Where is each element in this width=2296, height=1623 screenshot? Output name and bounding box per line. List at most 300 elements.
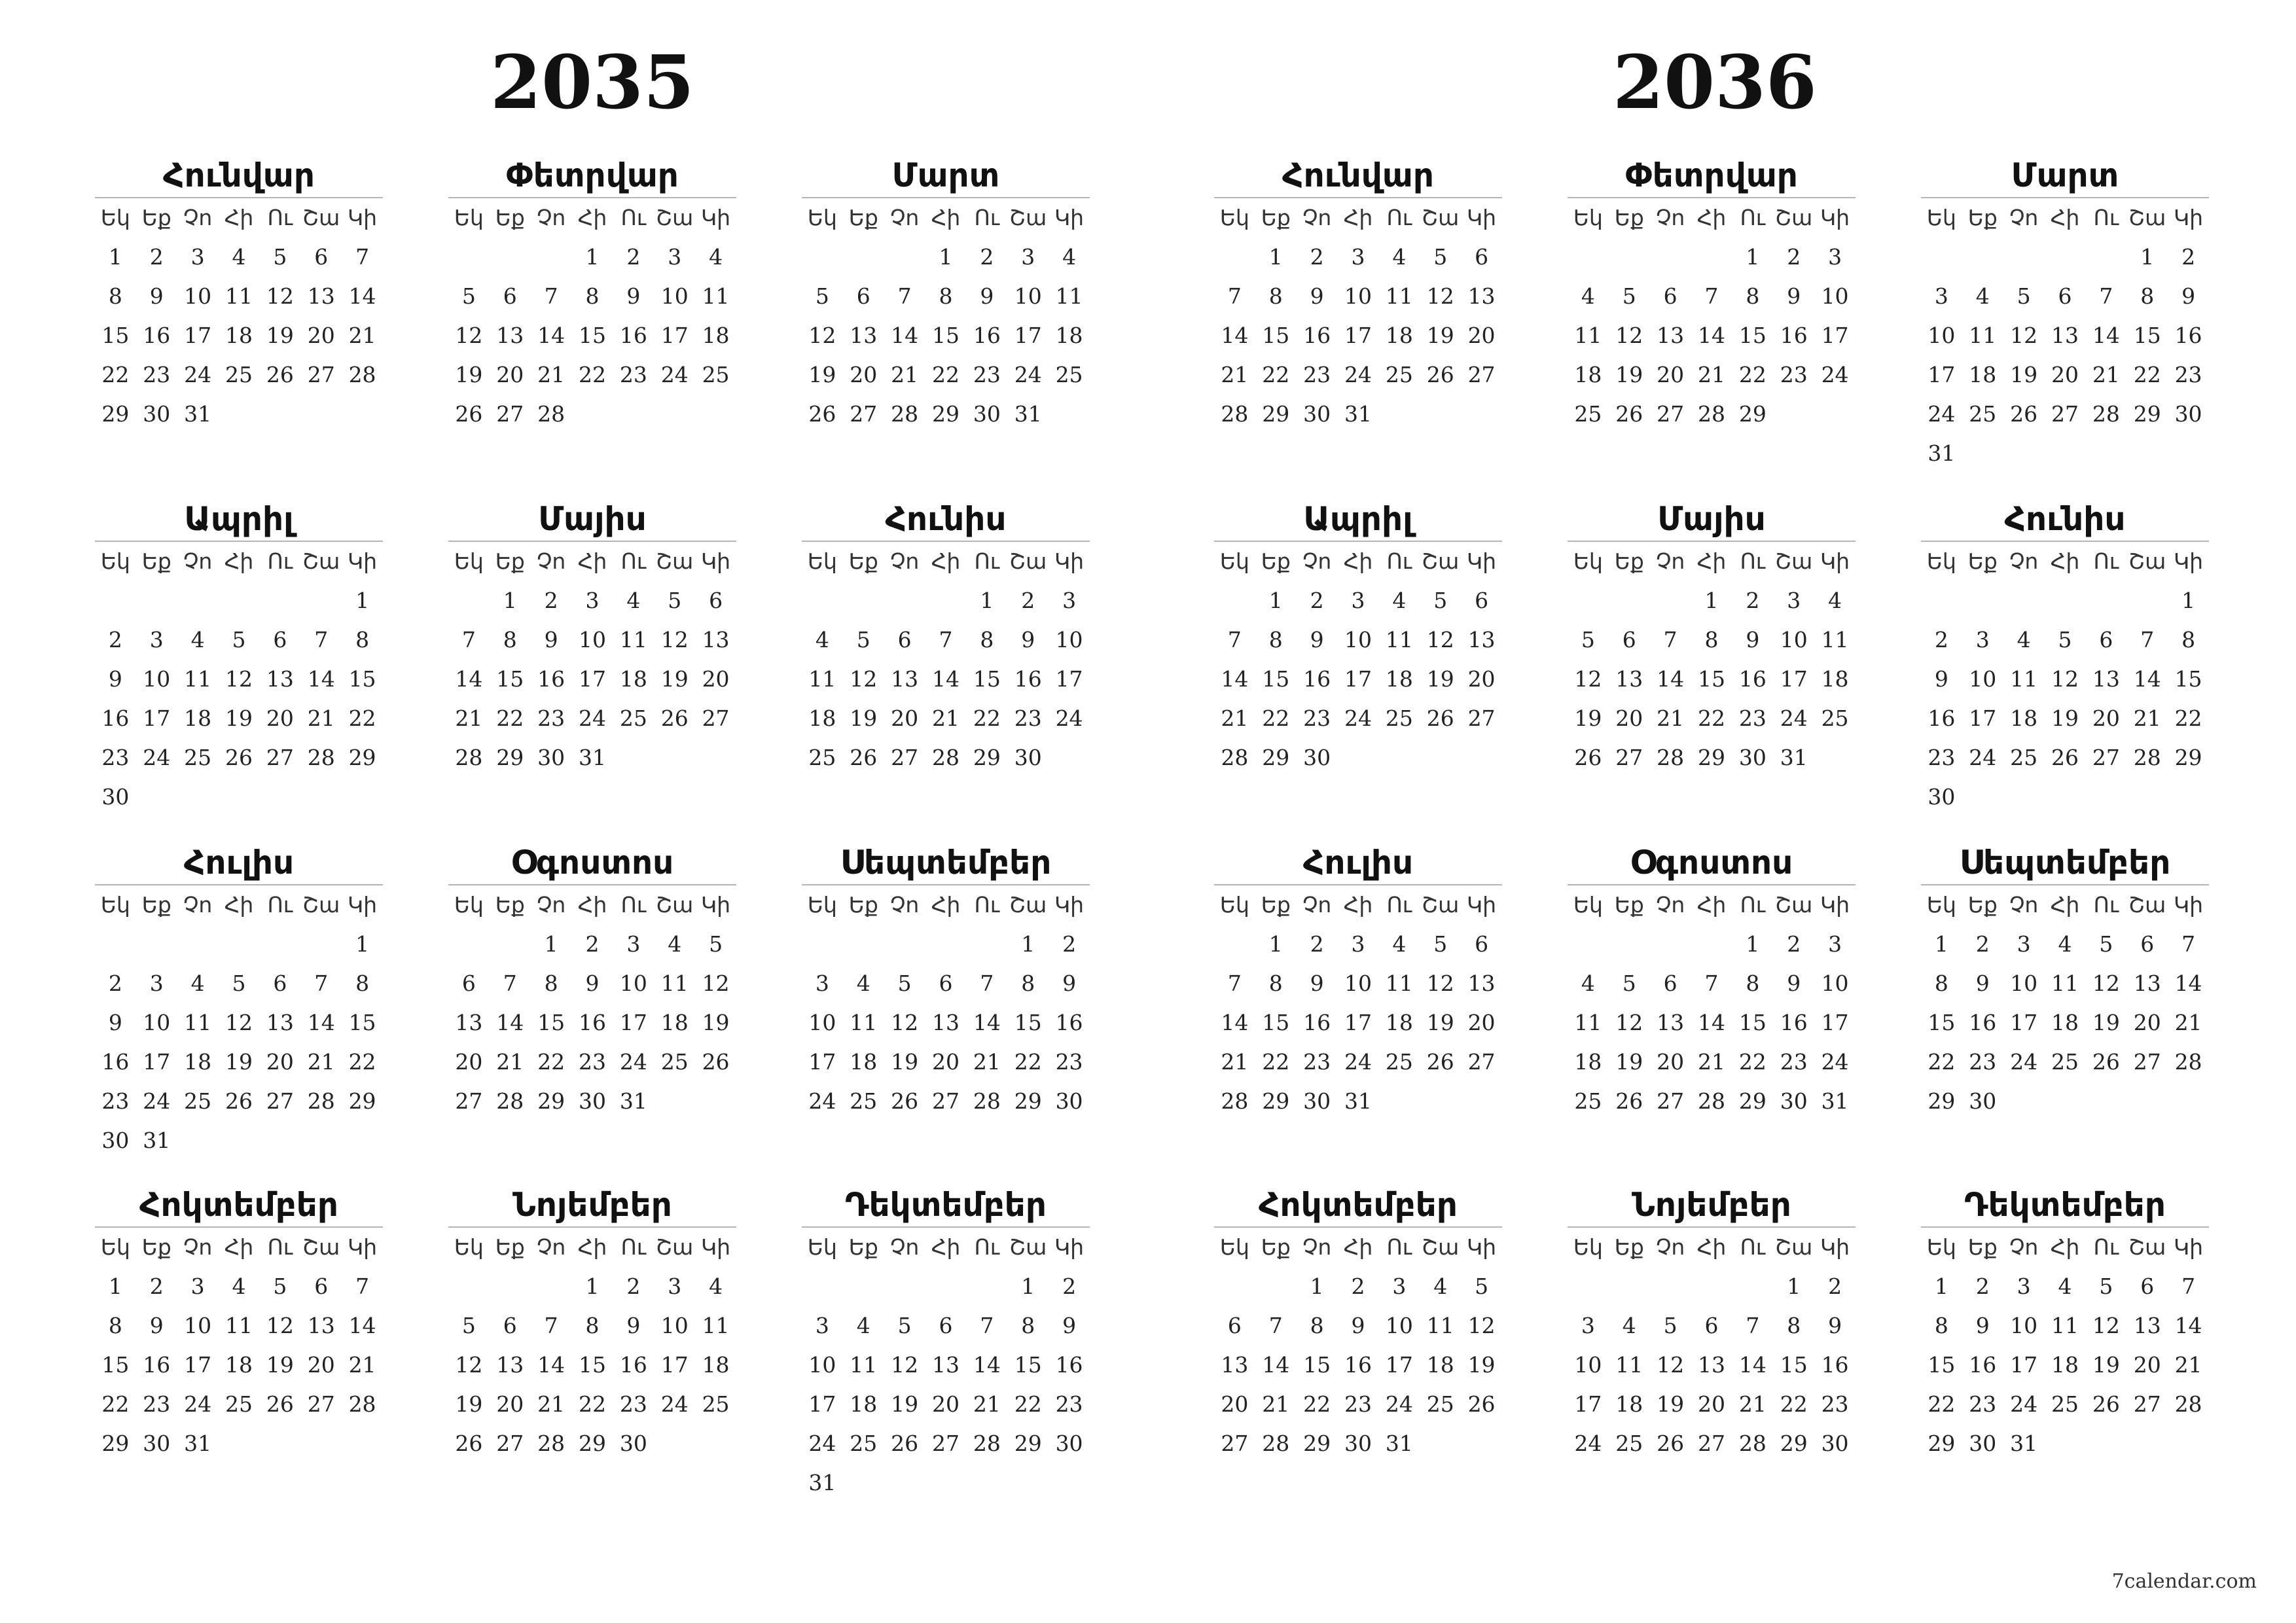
day-cell: 25 [850,1431,878,1456]
weekday-header: Հի [2050,1234,2080,1260]
day-cell: 6 [2058,283,2072,309]
day-cell: 31 [184,1431,212,1456]
day-cell: 1 [1021,1274,1035,1299]
day-cell: 30 [973,401,1001,427]
day-cell: 4 [1581,971,1595,996]
day-cell: 9 [108,666,122,692]
day-grid [448,542,736,777]
day-cell: 1 [1934,931,1948,957]
day-cell: 12 [1426,971,1454,996]
month-title: Մայիս [448,497,736,542]
day-cell: 8 [1704,627,1719,652]
day-cell: 31 [619,1088,647,1114]
weekday-header: Եք [1261,205,1291,230]
day-cell: 9 [149,1313,164,1338]
day-cell: 27 [266,745,294,770]
empty-cell [490,238,531,277]
day-cell: 12 [1426,283,1454,309]
day-cell: 13 [2133,971,2161,996]
empty-cell [966,925,1007,964]
day-cell: 7 [2099,283,2113,309]
day-cell: 8 [503,627,517,652]
day-cell: 12 [2092,1313,2120,1338]
day-cell: 13 [1221,1352,1249,1378]
weekday-header: Ու [974,205,1000,230]
day-cell: 20 [1467,666,1496,692]
empty-cell [1214,238,1255,277]
weekday-header: Կի [348,548,378,574]
weekday-header: Եք [141,1234,171,1260]
month-title: Օգոստոս [448,841,736,885]
empty-cell [843,925,884,964]
weekday-header: Եկ [1573,548,1603,574]
site-credit: 7calendar.com [2111,1570,2257,1593]
day-cell: 27 [2133,1049,2161,1075]
day-cell: 2 [1934,627,1948,652]
day-cell: 21 [1221,705,1249,731]
day-cell: 13 [702,627,730,652]
day-cell: 1 [355,588,370,613]
day-cell: 29 [1697,745,1725,770]
day-cell: 18 [2051,1352,2079,1378]
weekday-header: Եք [1614,892,1644,918]
day-cell: 26 [2092,1391,2120,1417]
month-2036-12 [1921,1183,2209,1463]
day-cell: 10 [808,1352,836,1378]
day-cell: 18 [1426,1352,1454,1378]
empty-cell [300,581,342,620]
day-cell: 11 [224,1313,253,1338]
weekday-header: Ու [974,1234,1000,1260]
day-cell: 3 [2017,1274,2031,1299]
day-cell: 28 [2174,1049,2202,1075]
day-cell: 28 [973,1431,1001,1456]
day-cell: 13 [1467,283,1496,309]
day-cell: 25 [2010,745,2038,770]
day-cell: 25 [1385,705,1413,731]
weekday-header: Եք [848,892,878,918]
day-cell: 20 [891,705,919,731]
day-cell: 2 [1828,1274,1842,1299]
day-cell: 1 [1268,588,1283,613]
day-cell: 5 [232,627,246,652]
day-cell: 17 [2010,1352,2038,1378]
empty-cell [1214,1267,1255,1306]
day-cell: 16 [1780,323,1808,348]
day-cell: 2 [149,1274,164,1299]
day-cell: 24 [1055,705,1083,731]
day-cell: 31 [1014,401,1042,427]
day-cell: 3 [1581,1313,1595,1338]
day-grid [95,198,383,434]
day-cell: 1 [1934,1274,1948,1299]
day-cell: 8 [1787,1313,1801,1338]
day-cell: 3 [1392,1274,1407,1299]
empty-cell [490,1267,531,1306]
weekday-header: Շա [1775,548,1813,574]
day-grid [1568,542,1856,777]
day-cell: 6 [897,627,912,652]
day-cell: 25 [1426,1391,1454,1417]
weekday-header: Կի [2174,1234,2204,1260]
day-cell: 26 [1426,705,1454,731]
day-grid [95,885,383,1160]
day-cell: 15 [1780,1352,1808,1378]
weekday-header: Եկ [1219,205,1249,230]
day-cell: 19 [1615,362,1643,387]
day-cell: 21 [1221,362,1249,387]
day-cell: 7 [2181,931,2196,957]
weekday-header: Շա [1775,1234,1813,1260]
day-cell: 1 [1746,931,1760,957]
day-cell: 12 [891,1352,919,1378]
day-cell: 7 [355,244,370,270]
day-cell: 31 [1344,401,1372,427]
day-cell: 21 [537,362,565,387]
day-cell: 18 [1615,1391,1643,1417]
day-cell: 9 [108,1010,122,1035]
day-cell: 20 [266,1049,294,1075]
weekday-header: Կի [1820,548,1850,574]
day-cell: 26 [1574,745,1602,770]
weekday-header: Եկ [1219,892,1249,918]
weekday-header: Կի [348,205,378,230]
day-cell: 7 [1746,1313,1760,1338]
day-cell: 24 [2010,1049,2038,1075]
day-cell: 22 [1303,1391,1331,1417]
weekday-header: Չո [1655,205,1685,230]
day-cell: 1 [980,588,994,613]
day-cell: 31 [143,1128,171,1153]
day-cell: 15 [496,666,524,692]
month-title: Ապրիլ [95,497,383,542]
month-2035-7 [95,841,383,1160]
day-cell: 27 [931,1088,960,1114]
day-cell: 17 [619,1010,647,1035]
day-cell: 15 [973,666,1001,692]
day-cell: 31 [808,1470,836,1495]
day-cell: 9 [1828,1313,1842,1338]
month-2036-4 [1214,497,1502,777]
day-cell: 9 [1351,1313,1365,1338]
day-cell: 26 [224,745,253,770]
day-cell: 5 [273,244,287,270]
day-cell: 24 [1821,362,1849,387]
day-cell: 20 [307,1352,335,1378]
empty-cell [802,581,843,620]
day-cell: 30 [1969,1431,1997,1456]
day-cell: 12 [850,666,878,692]
day-cell: 24 [808,1088,836,1114]
day-cell: 21 [1262,1391,1290,1417]
day-cell: 28 [537,1431,565,1456]
day-cell: 29 [1928,1431,1956,1456]
day-cell: 19 [1426,666,1454,692]
empty-cell [1255,1267,1297,1306]
day-cell: 13 [266,666,294,692]
day-cell: 23 [1928,745,1956,770]
day-cell: 24 [1385,1391,1413,1417]
day-cell: 13 [2092,666,2120,692]
day-cell: 28 [1221,401,1249,427]
empty-cell [925,925,967,964]
weekday-header: Եկ [1573,205,1603,230]
day-cell: 1 [1746,244,1760,270]
day-cell: 23 [1344,1391,1372,1417]
day-cell: 1 [1787,1274,1801,1299]
day-cell: 9 [149,283,164,309]
weekday-header: Ու [267,1234,293,1260]
day-cell: 9 [626,283,641,309]
day-cell: 8 [355,971,370,996]
day-cell: 18 [660,1010,689,1035]
day-cell: 10 [1821,971,1849,996]
day-cell: 13 [850,323,878,348]
weekday-header: Կի [1820,1234,1850,1260]
day-cell: 2 [108,627,122,652]
weekday-header: Չո [1302,892,1332,918]
weekday-header: Շա [2128,205,2166,230]
day-cell: 24 [1780,705,1808,731]
day-cell: 17 [660,323,689,348]
day-cell: 20 [1467,1010,1496,1035]
day-cell: 5 [273,1274,287,1299]
day-cell: 22 [496,705,524,731]
day-cell: 10 [1055,627,1083,652]
day-cell: 29 [973,745,1001,770]
weekday-header: Եք [1614,1234,1644,1260]
day-cell: 29 [1262,745,1290,770]
weekday-header: Եկ [1573,1234,1603,1260]
day-cell: 12 [266,1313,294,1338]
day-cell: 9 [626,1313,641,1338]
day-cell: 13 [891,666,919,692]
empty-cell [531,238,572,277]
weekday-header: Եկ [1573,892,1603,918]
day-cell: 1 [355,931,370,957]
day-cell: 20 [2051,362,2079,387]
weekday-header: Ու [620,1234,647,1260]
weekday-header: Եք [1261,1234,1291,1260]
day-cell: 4 [1433,1274,1448,1299]
day-cell: 20 [455,1049,483,1075]
weekday-header: Եք [141,892,171,918]
day-cell: 7 [544,283,558,309]
month-2035-11 [448,1183,736,1463]
day-cell: 11 [808,666,836,692]
weekday-header: Եք [495,892,525,918]
month-title: Մարտ [802,154,1090,198]
month-title: Հուլիս [95,841,383,885]
day-cell: 6 [503,1313,517,1338]
weekday-header: Չո [1302,548,1332,574]
day-cell: 30 [1303,745,1331,770]
month-2036-10 [1214,1183,1502,1463]
weekday-header: Ու [1740,1234,1766,1260]
day-cell: 21 [1738,1391,1767,1417]
day-cell: 21 [307,1049,335,1075]
weekday-header: Կի [1467,892,1497,918]
day-cell: 14 [973,1010,1001,1035]
day-cell: 16 [143,323,171,348]
day-cell: 7 [314,627,329,652]
day-cell: 11 [1821,627,1849,652]
day-cell: 11 [1055,283,1083,309]
weekday-header: Կի [701,892,731,918]
empty-cell [448,925,490,964]
day-cell: 26 [1426,362,1454,387]
day-cell: 25 [184,745,212,770]
day-cell: 19 [1657,1391,1685,1417]
day-cell: 24 [660,362,689,387]
weekday-header: Շա [656,205,694,230]
day-cell: 2 [149,244,164,270]
weekday-header: Շա [656,548,694,574]
weekday-header: Կի [701,548,731,574]
weekday-header: Ու [1386,1234,1412,1260]
day-cell: 20 [931,1391,960,1417]
day-cell: 7 [1227,971,1242,996]
day-cell: 29 [101,401,130,427]
weekday-header: Հի [1343,892,1373,918]
day-cell: 27 [931,1431,960,1456]
day-cell: 13 [1657,323,1685,348]
day-cell: 13 [455,1010,483,1035]
day-cell: 8 [1021,971,1035,996]
empty-cell [219,925,260,964]
month-2036-8 [1568,841,1856,1121]
weekday-header: Չո [1655,892,1685,918]
day-cell: 4 [190,627,205,652]
day-cell: 28 [1657,745,1685,770]
day-cell: 29 [1014,1088,1042,1114]
day-grid [802,885,1090,1121]
weekday-header: Եք [1967,892,1998,918]
empty-cell [925,1267,967,1306]
day-cell: 9 [2181,283,2196,309]
weekday-header: Հի [224,892,254,918]
day-cell: 4 [232,244,246,270]
day-cell: 5 [1622,971,1636,996]
weekday-header: Կի [1467,205,1497,230]
day-cell: 1 [1310,1274,1324,1299]
day-cell: 31 [1780,745,1808,770]
day-cell: 27 [1467,362,1496,387]
day-cell: 4 [1392,244,1407,270]
day-cell: 8 [1934,971,1948,996]
day-cell: 19 [2051,705,2079,731]
day-cell: 24 [578,705,606,731]
day-cell: 1 [1021,931,1035,957]
day-cell: 23 [1303,705,1331,731]
day-cell: 24 [1344,1049,1372,1075]
day-cell: 17 [1574,1391,1602,1417]
day-cell: 26 [808,401,836,427]
day-grid [1214,885,1502,1121]
weekday-header: Եք [1261,548,1291,574]
day-cell: 2 [1746,588,1760,613]
day-cell: 16 [101,705,130,731]
day-cell: 15 [1303,1352,1331,1378]
day-cell: 21 [496,1049,524,1075]
day-cell: 10 [2010,1313,2038,1338]
day-cell: 27 [455,1088,483,1114]
day-cell: 30 [1738,745,1767,770]
weekday-header: Եկ [1926,548,1956,574]
day-cell: 28 [348,362,376,387]
day-cell: 9 [1975,971,1990,996]
empty-cell [843,1267,884,1306]
weekday-header: Կի [1054,205,1085,230]
day-cell: 23 [619,362,647,387]
day-cell: 30 [1780,1088,1808,1114]
weekday-header: Հի [224,1234,254,1260]
day-cell: 14 [931,666,960,692]
day-cell: 31 [578,745,606,770]
weekday-header: Ու [1740,892,1766,918]
day-cell: 5 [709,931,723,957]
weekday-header: Կի [1054,548,1085,574]
day-cell: 27 [1221,1431,1249,1456]
day-cell: 26 [1467,1391,1496,1417]
day-cell: 6 [273,971,287,996]
weekday-header: Չո [889,548,920,574]
day-cell: 7 [1663,627,1677,652]
weekday-header: Կի [1467,1234,1497,1260]
day-cell: 5 [2017,283,2031,309]
day-cell: 29 [2174,745,2202,770]
day-cell: 1 [939,244,953,270]
day-cell: 21 [973,1391,1001,1417]
day-cell: 6 [1663,971,1677,996]
day-cell: 22 [1262,705,1290,731]
day-cell: 7 [1268,1313,1283,1338]
day-cell: 21 [1221,1049,1249,1075]
day-cell: 25 [2051,1391,2079,1417]
weekday-header: Շա [1422,1234,1460,1260]
day-cell: 8 [1934,1313,1948,1338]
day-cell: 25 [1615,1431,1643,1456]
day-cell: 21 [1697,362,1725,387]
day-cell: 10 [619,971,647,996]
day-cell: 23 [1014,705,1042,731]
day-cell: 24 [184,362,212,387]
day-cell: 21 [2174,1352,2202,1378]
day-cell: 7 [1227,283,1242,309]
day-cell: 4 [815,627,829,652]
day-cell: 7 [980,971,994,996]
day-cell: 11 [224,283,253,309]
weekday-header: Կի [2174,892,2204,918]
day-cell: 11 [1385,971,1413,996]
day-cell: 8 [1021,1313,1035,1338]
empty-cell [843,238,884,277]
day-cell: 23 [1738,705,1767,731]
day-grid [448,198,736,434]
empty-cell [2045,581,2086,620]
empty-cell [802,925,843,964]
weekday-header: Շա [1009,892,1047,918]
day-cell: 23 [1055,1391,1083,1417]
weekday-header: Հի [931,548,961,574]
day-cell: 25 [619,705,647,731]
day-cell: 3 [815,971,829,996]
day-cell: 5 [2058,627,2072,652]
day-cell: 6 [273,627,287,652]
month-2035-8 [448,841,736,1121]
day-cell: 9 [1934,666,1948,692]
empty-cell [259,925,300,964]
